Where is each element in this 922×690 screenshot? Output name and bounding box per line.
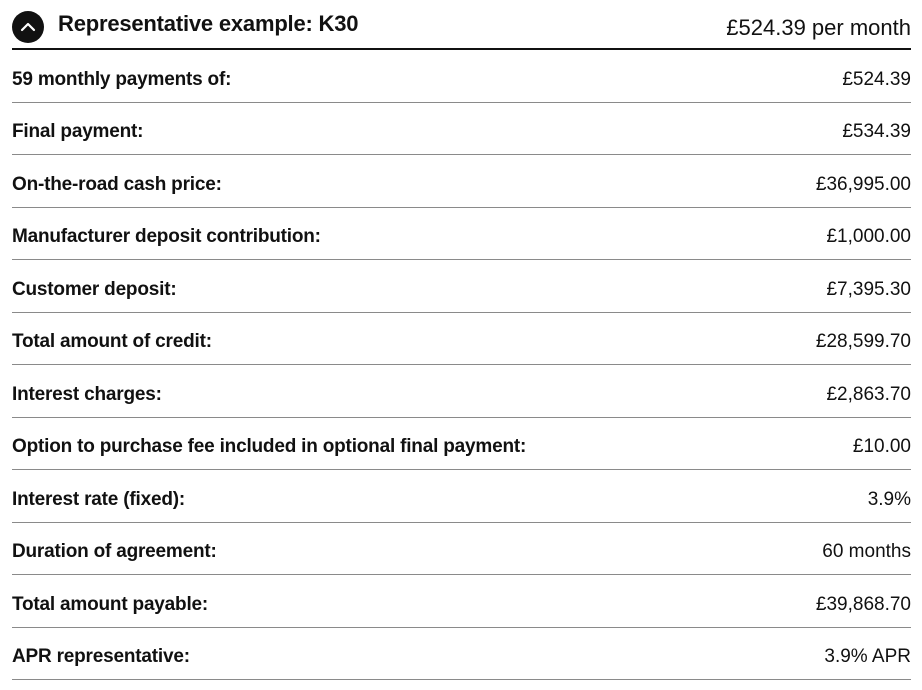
row-value: 60 months bbox=[822, 541, 911, 563]
finance-row-purchase-fee bbox=[12, 418, 911, 471]
finance-row-monthly-payments bbox=[12, 50, 911, 103]
row-label: Total amount of credit: bbox=[12, 331, 212, 353]
representative-example-panel bbox=[12, 0, 911, 680]
finance-row-interest-rate bbox=[12, 470, 911, 523]
row-value: £7,395.30 bbox=[826, 278, 911, 300]
accordion-header[interactable] bbox=[12, 0, 911, 50]
finance-row-apr bbox=[12, 628, 911, 681]
row-label: Manufacturer deposit contribution: bbox=[12, 226, 321, 248]
row-value: 3.9% APR bbox=[824, 646, 911, 668]
row-label: Duration of agreement: bbox=[12, 541, 217, 563]
finance-row-cash-price bbox=[12, 155, 911, 208]
finance-row-manufacturer-deposit bbox=[12, 208, 911, 261]
finance-row-interest-charges bbox=[12, 365, 911, 418]
row-label: 59 monthly payments of: bbox=[12, 68, 232, 90]
row-value: £36,995.00 bbox=[815, 173, 911, 195]
row-label: Option to purchase fee included in optional final payment: bbox=[12, 436, 527, 458]
row-label: Interest charges: bbox=[12, 383, 162, 405]
row-value: 3.9% bbox=[867, 488, 911, 510]
row-value: £534.39 bbox=[842, 121, 911, 143]
row-value: £10.00 bbox=[852, 436, 911, 458]
row-value: £2,863.70 bbox=[826, 383, 911, 405]
row-label: Interest rate (fixed): bbox=[12, 488, 185, 510]
row-value: £524.39 bbox=[842, 68, 911, 90]
chevron-up-icon[interactable] bbox=[12, 11, 44, 43]
row-label: Customer deposit: bbox=[12, 278, 177, 300]
finance-row-duration bbox=[12, 523, 911, 576]
row-value: £39,868.70 bbox=[815, 593, 911, 615]
row-label: Final payment: bbox=[12, 121, 144, 143]
row-label: On-the-road cash price: bbox=[12, 173, 222, 195]
accordion-title: Representative example: K30 bbox=[58, 11, 359, 36]
finance-row-final-payment bbox=[12, 103, 911, 156]
row-value: £1,000.00 bbox=[826, 226, 911, 248]
header-left bbox=[12, 5, 358, 43]
row-label: Total amount payable: bbox=[12, 593, 209, 615]
monthly-summary: £524.39 per month bbox=[726, 15, 911, 40]
finance-details-list bbox=[12, 50, 911, 680]
finance-row-customer-deposit bbox=[12, 260, 911, 313]
finance-row-total-credit bbox=[12, 313, 911, 366]
row-label: APR representative: bbox=[12, 646, 190, 668]
finance-row-total-payable bbox=[12, 575, 911, 628]
row-value: £28,599.70 bbox=[815, 331, 911, 353]
